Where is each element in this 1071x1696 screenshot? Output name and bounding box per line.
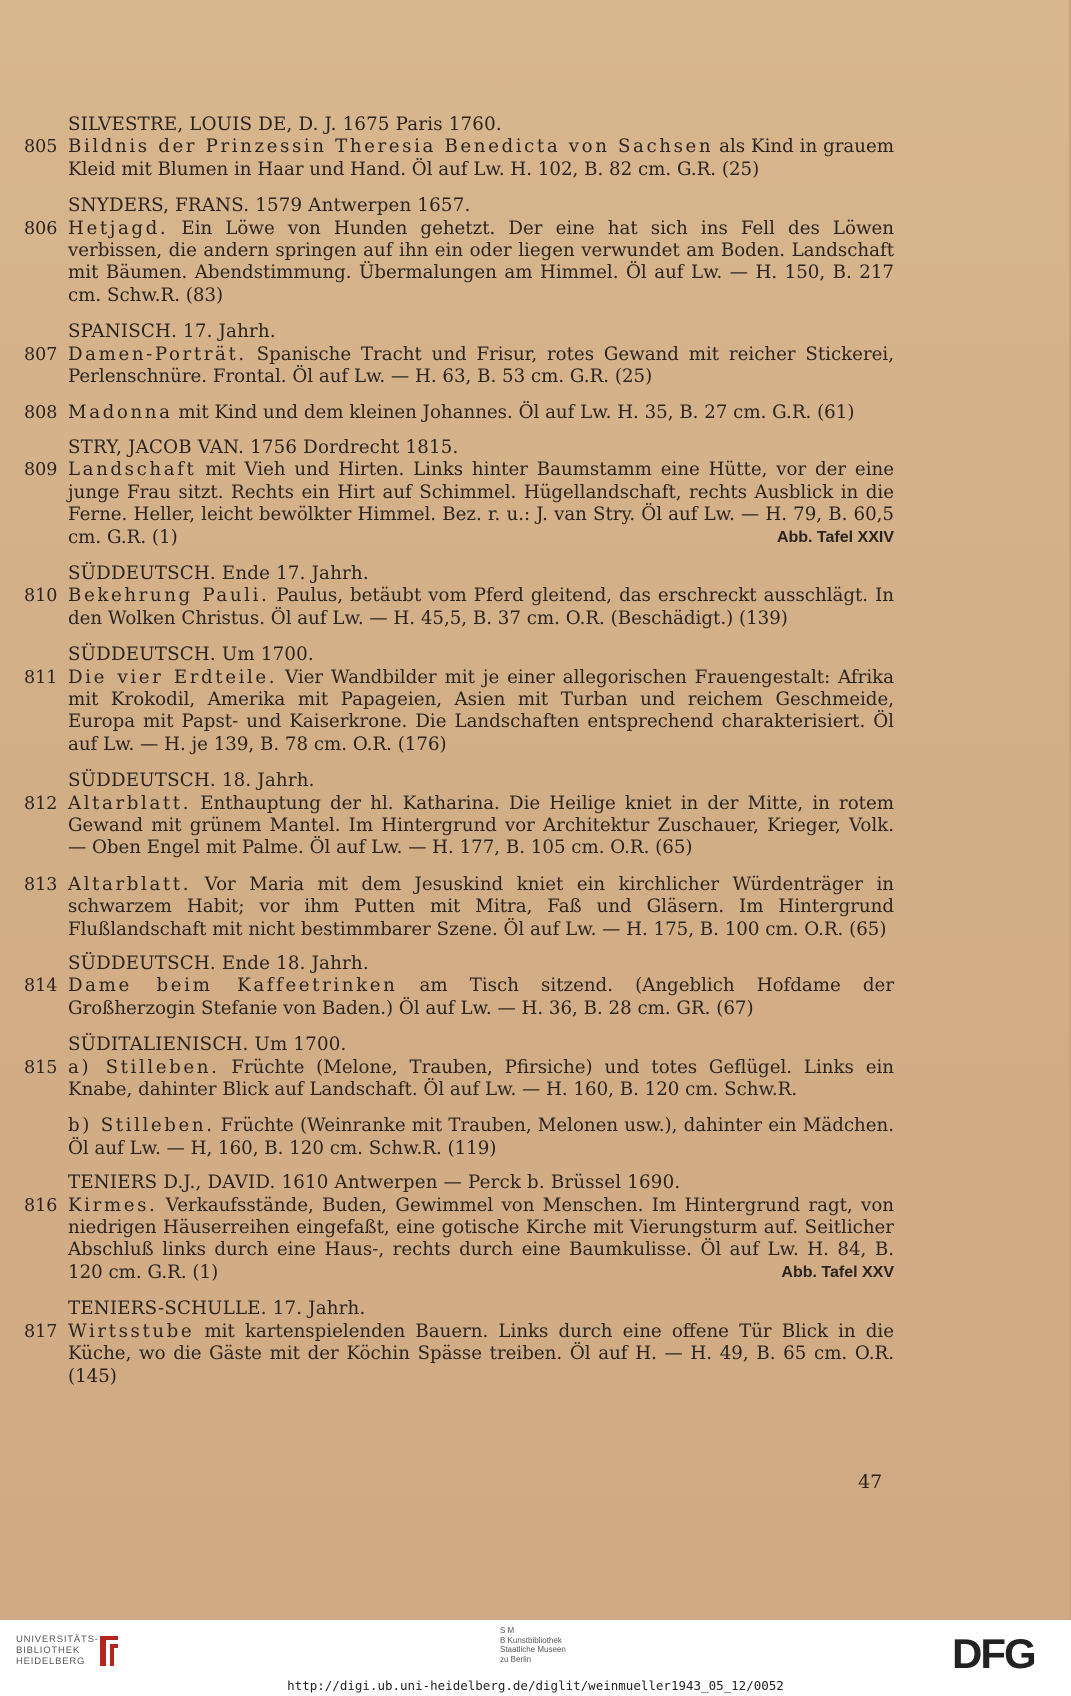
artist-heading: SPANISCH. 17. Jahrh. <box>68 321 276 343</box>
entry-description <box>24 136 894 181</box>
catalog-entry <box>24 1298 894 1388</box>
artwork-details: Vier Wandbilder mit je einer allegorischen Frauengestalt: Afrika mit Krokodil, Amerika mit Papageien, Asien mit Turban und reichem Geschmeide, Europa mit Papst- und Kaiserkrone. Die Landschaften entsprechend charakterisiert. Öl auf Lw. — H. je 139, B. 78 cm. O.R. (176) <box>68 666 894 755</box>
lot-number: 807 <box>24 344 58 365</box>
lot-number: 805 <box>24 137 58 158</box>
lot-number: 817 <box>24 1321 58 1342</box>
catalog-entry <box>68 1115 894 1160</box>
library-name-line1: UNIVERSITÄTS- <box>16 1634 99 1645</box>
entry-description <box>24 402 894 424</box>
artwork-title: Bildnis der Prinzessin Theresia Benedicta von Sachsen <box>68 136 714 158</box>
stamp-line2: B Kunstbibliothek <box>500 1635 562 1645</box>
dfg-logo[interactable]: DFG <box>952 1630 1035 1677</box>
stamp-line4: zu Berlin <box>500 1654 532 1664</box>
artwork-title: Altarblatt. <box>68 792 192 814</box>
lot-number: 809 <box>24 460 58 481</box>
catalog-entry <box>24 114 894 181</box>
artist-heading: TENIERS-SCHULLE. 17. Jahrh. <box>68 1298 366 1320</box>
library-emblem-icon <box>96 1632 122 1668</box>
artwork-title: b) Stilleben. <box>68 1115 215 1137</box>
catalog-page <box>24 114 895 1402</box>
catalog-entry <box>24 770 894 860</box>
catalog-entry <box>24 644 894 756</box>
artwork-details: mit Kind und dem kleinen Johannes. Öl auf Lw. H. 35, B. 27 cm. G.R. (61) <box>172 402 855 424</box>
artwork-title: Madonna <box>68 402 173 424</box>
catalog-entry <box>24 1172 894 1284</box>
artwork-title: Hetjagd. <box>68 217 169 239</box>
artwork-title: Damen-Porträt. <box>68 343 247 365</box>
entry-description <box>24 1320 894 1388</box>
catalog-entry <box>24 873 894 941</box>
lot-number: 815 <box>24 1057 58 1078</box>
lot-number: 813 <box>24 874 58 895</box>
artwork-details: Paulus, betäubt vom Pferd gleitend, das erschreckt ausschlägt. In den Wolken Christus. Öl auf Lw. — H. 45,5, B. 37 cm. O.R. (Beschädigt.) (139) <box>68 585 894 629</box>
plate-reference: Abb. Tafel XXIV <box>776 528 894 546</box>
entry-description <box>24 792 894 860</box>
artist-heading: SÜDDEUTSCH. Ende 17. Jahrh. <box>68 562 369 584</box>
entry-description <box>24 585 894 630</box>
artwork-details: mit kartenspielenden Bauern. Links durch eine offene Tür Blick in die Küche, wo die Gäste mit der Köchin Spässe treiben. Öl auf H. — H. 49, B. 65 cm. O.R. (145) <box>68 1320 894 1387</box>
lot-number: 812 <box>24 793 58 814</box>
artwork-details: Früchte (Melone, Trauben, Pfirsiche) und totes Geflügel. Links ein Knabe, dahinter Blick auf Landschaft. Öl auf Lw. — H. 160, B. 120 cm. Schw.R. <box>68 1056 895 1101</box>
catalog-entry <box>24 562 894 630</box>
permalink[interactable]: http://digi.ub.uni-heidelberg.de/diglit/weinmueller1943_05_12/0052 <box>287 1678 784 1693</box>
catalog-entry <box>24 402 894 424</box>
lot-number: 806 <box>24 218 58 239</box>
artwork-details: Spanische Tracht und Frisur, rotes Gewand mit reicher Stickerei, Perlenschnüre. Frontal. Öl auf Lw. — H. 63, B. 53 cm. G.R. (25) <box>68 343 894 388</box>
provenance-stamp <box>500 1626 566 1664</box>
artwork-title: Landschaft <box>68 459 197 481</box>
artist-heading: SÜDITALIENISCH. Um 1700. <box>68 1034 347 1056</box>
artwork-title: Bekehrung Pauli. <box>68 585 270 607</box>
artwork-title: Die vier Erdteile. <box>68 666 278 688</box>
lot-number: 814 <box>24 976 58 997</box>
artwork-details: Ein Löwe von Hunden gehetzt. Der eine hat sich ins Fell des Löwen verbissen, die andern springen auf ihn ein oder liegen verwundet am Boden. Landschaft mit Bäumen. Abendstimmung. Übermalungen am Himmel. Öl auf Lw. — H. 150, B. 217 cm. Schw.R. (83) <box>68 217 894 306</box>
artwork-details: am Tisch sitzend. (Angeblich Hofdame der Großherzogin Stefanie von Baden.) Öl auf Lw. — H. 36, B. 28 cm. GR. (67) <box>68 975 895 1019</box>
artwork-title: Kirmes. <box>68 1194 158 1216</box>
artwork-details: Früchte (Weinranke mit Trauben, Melonen usw.), dahinter ein Mädchen. Öl auf Lw. — H, 160, B. 120 cm. Schw.R. (119) <box>68 1115 894 1159</box>
footer <box>0 1620 1071 1696</box>
entry-description <box>24 666 894 757</box>
artist-heading: SÜDDEUTSCH. 18. Jahrh. <box>68 770 315 792</box>
artist-heading: SILVESTRE, LOUIS DE, D. J. 1675 Paris 1760. <box>68 114 502 135</box>
stamp-line3: Staatliche Museen <box>500 1645 566 1654</box>
lot-number: 811 <box>24 667 58 688</box>
library-logo[interactable] <box>16 1634 99 1667</box>
catalog-entry <box>24 195 894 307</box>
page-number: 47 <box>858 1471 883 1493</box>
library-name-line2: BIBLIOTHEK <box>16 1645 80 1656</box>
lot-number: 816 <box>24 1195 58 1216</box>
artwork-details: mit Vieh und Hirten. Links hinter Baumstamm eine Hütte, vor der eine junge Frau sitzt. Rechts ein Hirt auf Schimmel. Hügellandschaft, rechts Ausblick in die Ferne. Heller, leicht bewölkter Himmel. Bez. r. u.: J. van Stry. Öl auf Lw. — H. 79, B. 60,5 cm. G.R. (1) <box>68 459 894 548</box>
catalog-entry <box>24 953 895 1020</box>
library-name-line3: HEIDELBERG <box>16 1656 86 1667</box>
plate-reference: Abb. Tafel XXV <box>781 1263 894 1281</box>
entry-description <box>68 1115 894 1160</box>
artist-heading: TENIERS D.J., DAVID. 1610 Antwerpen — Perck b. Brüssel 1690. <box>68 1172 681 1194</box>
entry-description <box>24 1194 894 1285</box>
catalog-entry <box>24 321 894 388</box>
artwork-details: Verkaufsstände, Buden, Gewimmel von Menschen. Im Hintergrund ragt, von niedrigen Häuserreihen eingefaßt, eine gotische Kirche mit Vierungsturm auf. Seitlicher Abschluß links durch eine Haus-, rechts durch eine Baumkulisse. Öl auf Lw. H. 84, B. 120 cm. G.R. (1) <box>68 1194 894 1283</box>
artwork-title: Wirtsstube <box>68 1320 195 1342</box>
artwork-title: Altarblatt. <box>68 873 192 895</box>
artwork-title: a) Stilleben. <box>68 1056 220 1078</box>
artwork-title: Dame beim Kaffeetrinken <box>68 975 398 997</box>
artist-heading: SNYDERS, FRANS. 1579 Antwerpen 1657. <box>68 195 471 217</box>
entry-description <box>24 975 895 1020</box>
entry-description <box>24 1056 895 1102</box>
artist-heading: STRY, JACOB VAN. 1756 Dordrecht 1815. <box>68 436 459 458</box>
artwork-details: Enthauptung der hl. Katharina. Die Heilige kniet in der Mitte, in rotem Gewand mit grünem Mantel. Im Hintergrund vor Architektur Zuschauer, Krieger, Volk. — Oben Engel mit Palme. Öl auf Lw. — H. 177, B. 105 cm. O.R. (65) <box>68 792 894 859</box>
lot-number: 808 <box>24 403 58 424</box>
entry-description <box>24 459 894 549</box>
entry-description <box>24 343 894 389</box>
lot-number: 810 <box>24 586 58 607</box>
stamp-line1: S M <box>500 1626 515 1635</box>
artist-heading: SÜDDEUTSCH. Um 1700. <box>68 644 314 666</box>
catalog-entry <box>24 436 894 549</box>
artist-heading: SÜDDEUTSCH. Ende 18. Jahrh. <box>68 953 369 974</box>
entry-description <box>24 873 894 941</box>
catalog-entry <box>24 1034 895 1101</box>
entry-description <box>24 217 894 308</box>
artwork-details: als Kind in grauem Kleid mit Blumen in Haar und Hand. Öl auf Lw. H. 102, B. 82 cm. G.R. (25) <box>68 136 894 180</box>
artwork-details: Vor Maria mit dem Jesuskind kniet ein kirchlicher Würdenträger in schwarzem Habit; vor ihm Putten mit Mitra, Faß und Gläsern. Im Hintergrund Flußlandschaft mit nicht bestimmbarer Szene. Öl auf Lw. — H. 175, B. 100 cm. O.R. (65) <box>68 873 894 940</box>
